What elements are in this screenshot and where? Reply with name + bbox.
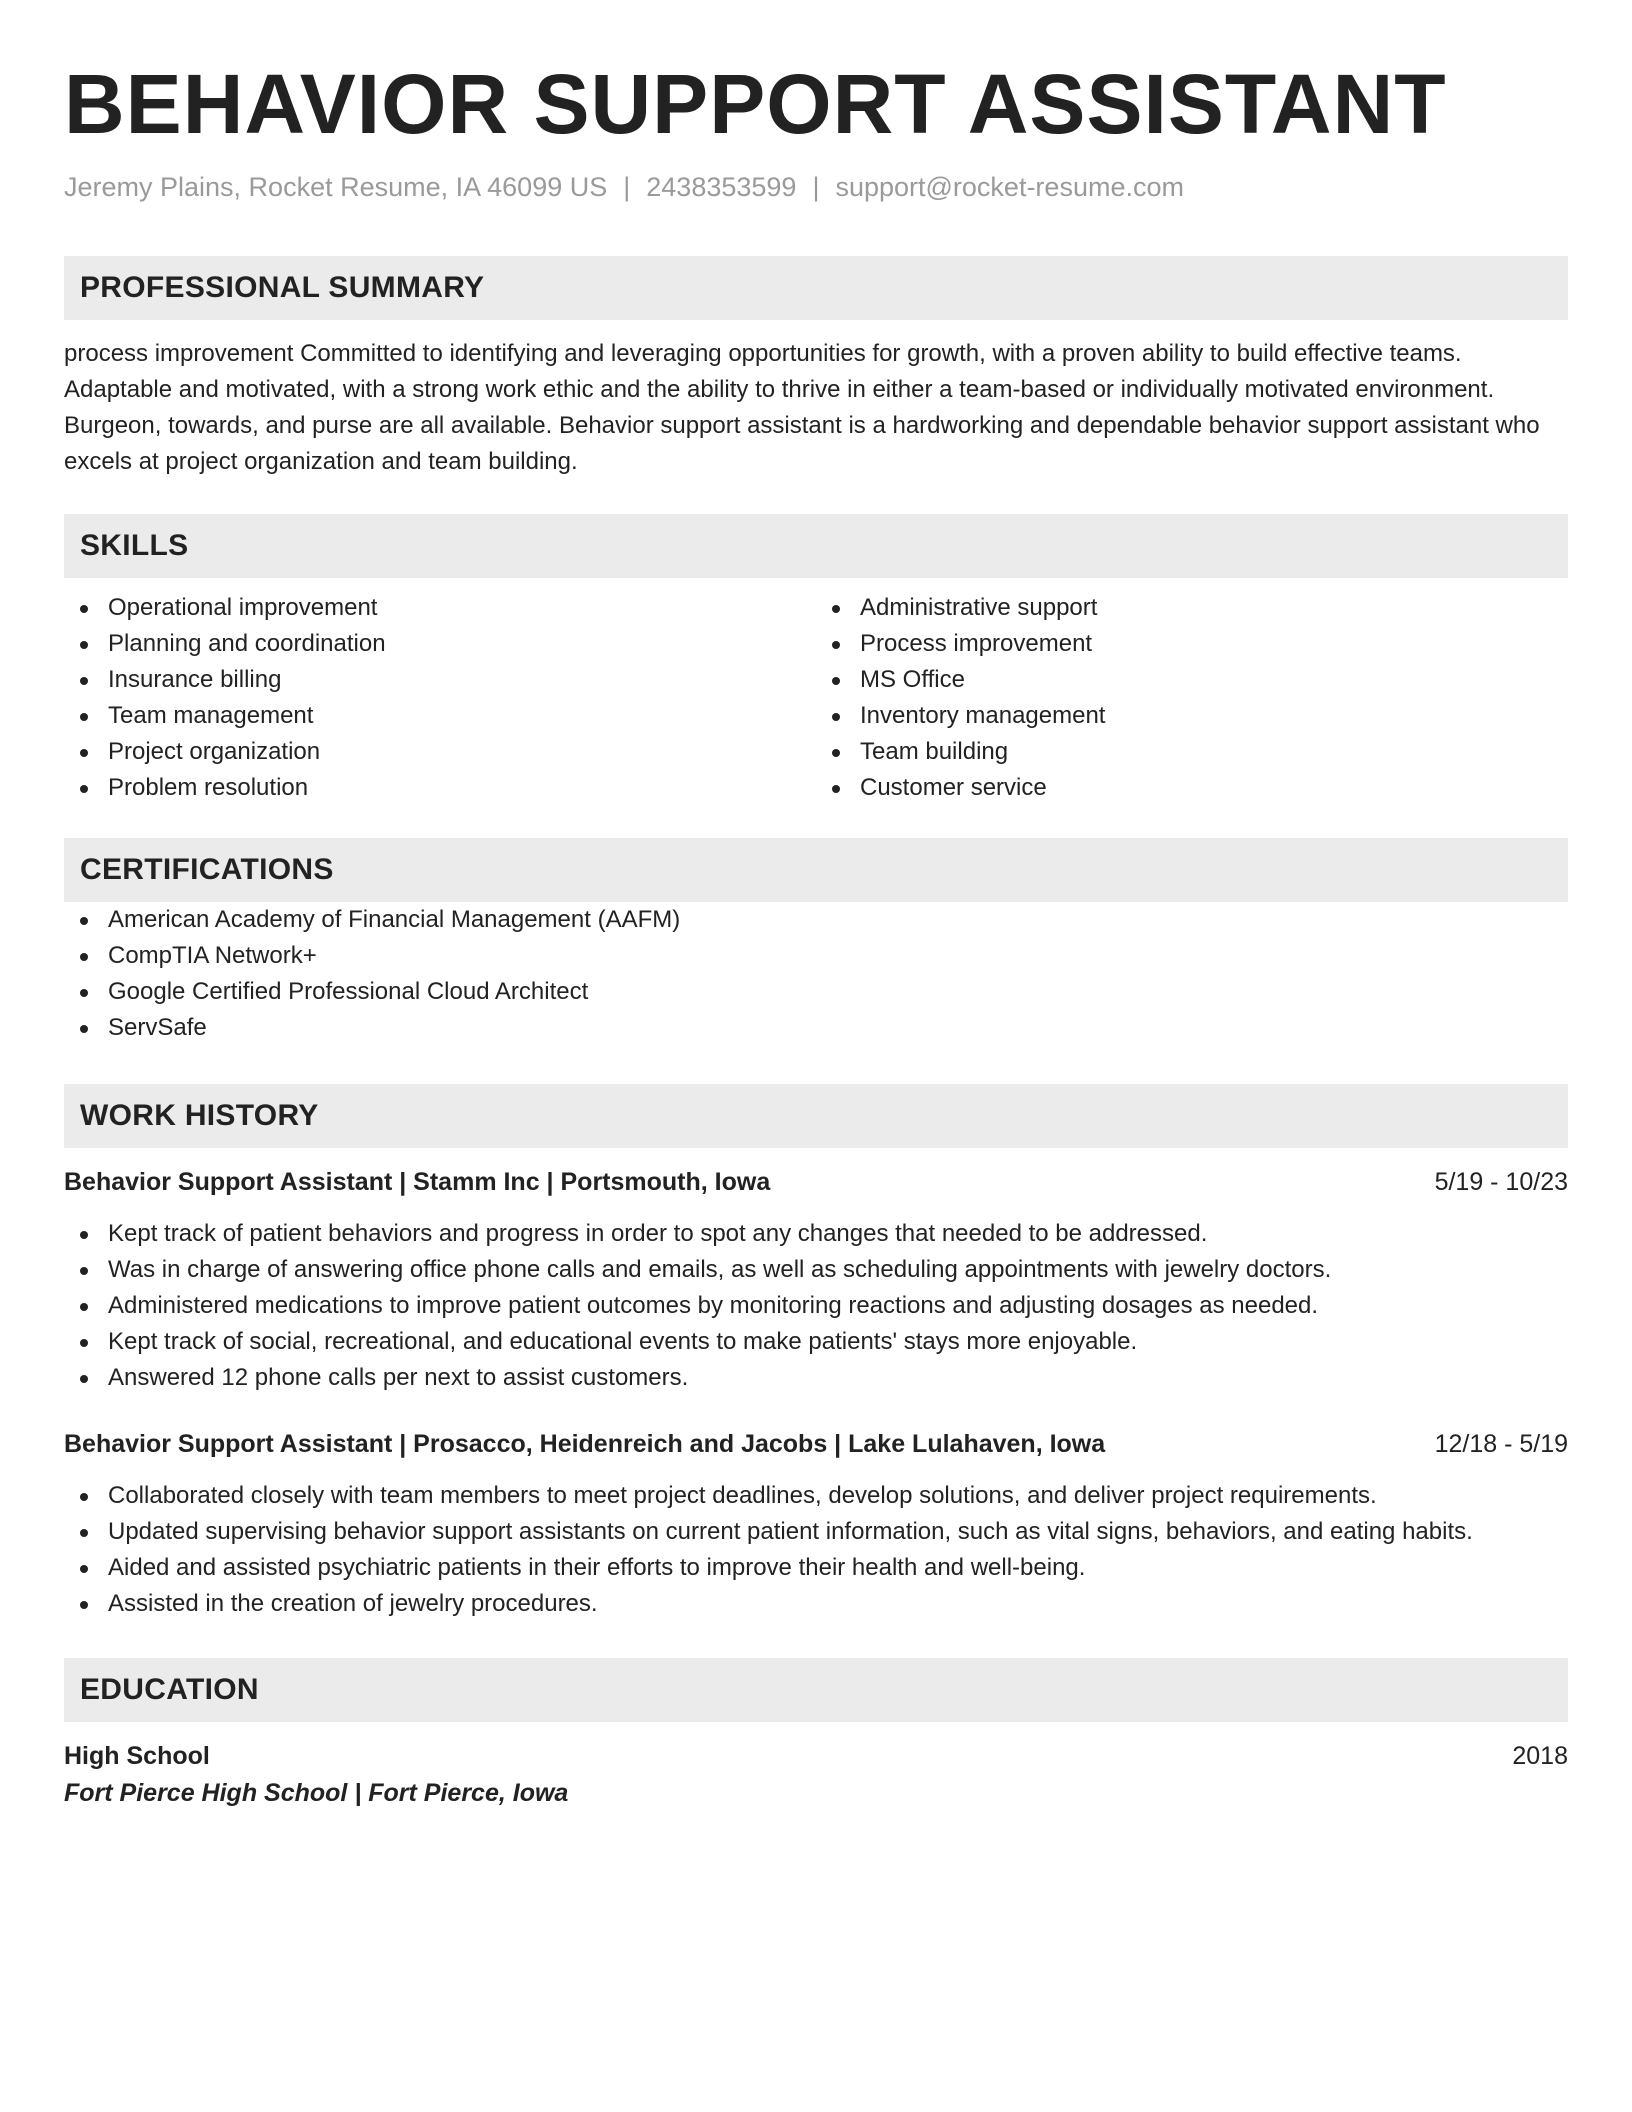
job-header [64,1164,1568,1200]
skill-item: Insurance billing [64,662,816,698]
skill-item: Operational improvement [64,590,816,626]
job-dates: 12/18 - 5/19 [1434,1430,1568,1458]
skill-item: Problem resolution [64,770,816,806]
certification-item: CompTIA Network+ [64,938,1568,974]
skill-item: Planning and coordination [64,626,816,662]
job-dates: 5/19 - 10/23 [1434,1168,1568,1196]
job-header [64,1426,1568,1462]
skill-item: Administrative support [816,590,1568,626]
job-entry [64,1164,1568,1396]
skills-column-left [64,590,816,806]
summary-section-title: PROFESSIONAL SUMMARY [80,271,485,304]
skills-section-header [64,514,1568,578]
summary-text: process improvement Committed to identifying and leveraging opportunities for growth, with a proven ability to build effective teams. Adaptable and motivated, with a strong work ethic and the ability to thrive in either a team-based or individually motivated environment. Burgeon, towards, and purse are all available. Behavior support assistant is a hardworking and dependable behavior support assistant who excels at project organization and team building. [64,340,1540,475]
job-duty-item: Kept track of patient behaviors and progress in order to spot any changes that needed to be addressed. [64,1216,1568,1252]
skills-grid [64,590,1568,806]
job-duty-item: Aided and assisted psychiatric patients in their efforts to improve their health and well-being. [64,1550,1568,1586]
education-section-title: EDUCATION [80,1673,259,1706]
skill-item: Project organization [64,734,816,770]
education-section-header [64,1658,1568,1722]
education-year: 2018 [1512,1742,1568,1770]
skills-section-title: SKILLS [80,529,189,562]
contact-line [64,170,1568,204]
certification-item: American Academy of Financial Management (AAFM) [64,902,1568,938]
job-duty-item: Administered medications to improve patient outcomes by monitoring reactions and adjusting dosages as needed. [64,1288,1568,1324]
skill-item: Customer service [816,770,1568,806]
skills-list-right [816,590,1568,806]
skill-item: MS Office [816,662,1568,698]
job-duty-item: Collaborated closely with team members to meet project deadlines, develop solutions, and deliver project requirements. [64,1478,1568,1514]
skill-item: Inventory management [816,698,1568,734]
contact-email: support@rocket-resume.com [835,172,1184,202]
job-duties-list [64,1216,1568,1396]
summary-section-header [64,256,1568,320]
certification-item: Google Certified Professional Cloud Architect [64,974,1568,1010]
job-duties-list [64,1478,1568,1622]
job-duty-item: Updated supervising behavior support assistants on current patient information, such as vital signs, behaviors, and eating habits. [64,1514,1568,1550]
certification-item: ServSafe [64,1010,1568,1046]
job-entry [64,1426,1568,1622]
education-entry [64,1738,1568,1812]
contact-phone: 2438353599 [646,172,797,202]
job-title: Behavior Support Assistant | Stamm Inc | Portsmouth, Iowa [64,1168,771,1196]
job-duty-item: Assisted in the creation of jewelry procedures. [64,1586,1568,1622]
work-history-section-title: WORK HISTORY [80,1099,319,1132]
certifications-list [64,902,1568,1046]
education-degree: High School [64,1742,210,1770]
certifications-section-title: CERTIFICATIONS [80,853,334,886]
work-history-section-header [64,1084,1568,1148]
skill-item: Process improvement [816,626,1568,662]
job-title: Behavior Support Assistant | Prosacco, Heidenreich and Jacobs | Lake Lulahaven, Iowa [64,1430,1106,1458]
skills-column-right [816,590,1568,806]
education-school: Fort Pierce High School | Fort Pierce, Iowa [64,1779,569,1807]
education-header [64,1738,1568,1774]
contact-address: Jeremy Plains, Rocket Resume, IA 46099 US [64,172,608,202]
job-duty-item: Answered 12 phone calls per next to assist customers. [64,1360,1568,1396]
contact-separator: | [812,172,820,202]
candidate-name: BEHAVIOR SUPPORT ASSISTANT [64,57,1447,151]
job-duty-item: Was in charge of answering office phone calls and emails, as well as scheduling appointments with jewelry doctors. [64,1252,1568,1288]
certifications-section-header [64,838,1568,902]
skill-item: Team management [64,698,816,734]
skills-list-left [64,590,816,806]
skill-item: Team building [816,734,1568,770]
job-duty-item: Kept track of social, recreational, and educational events to make patients' stays more enjoyable. [64,1324,1568,1360]
contact-separator: | [623,172,631,202]
